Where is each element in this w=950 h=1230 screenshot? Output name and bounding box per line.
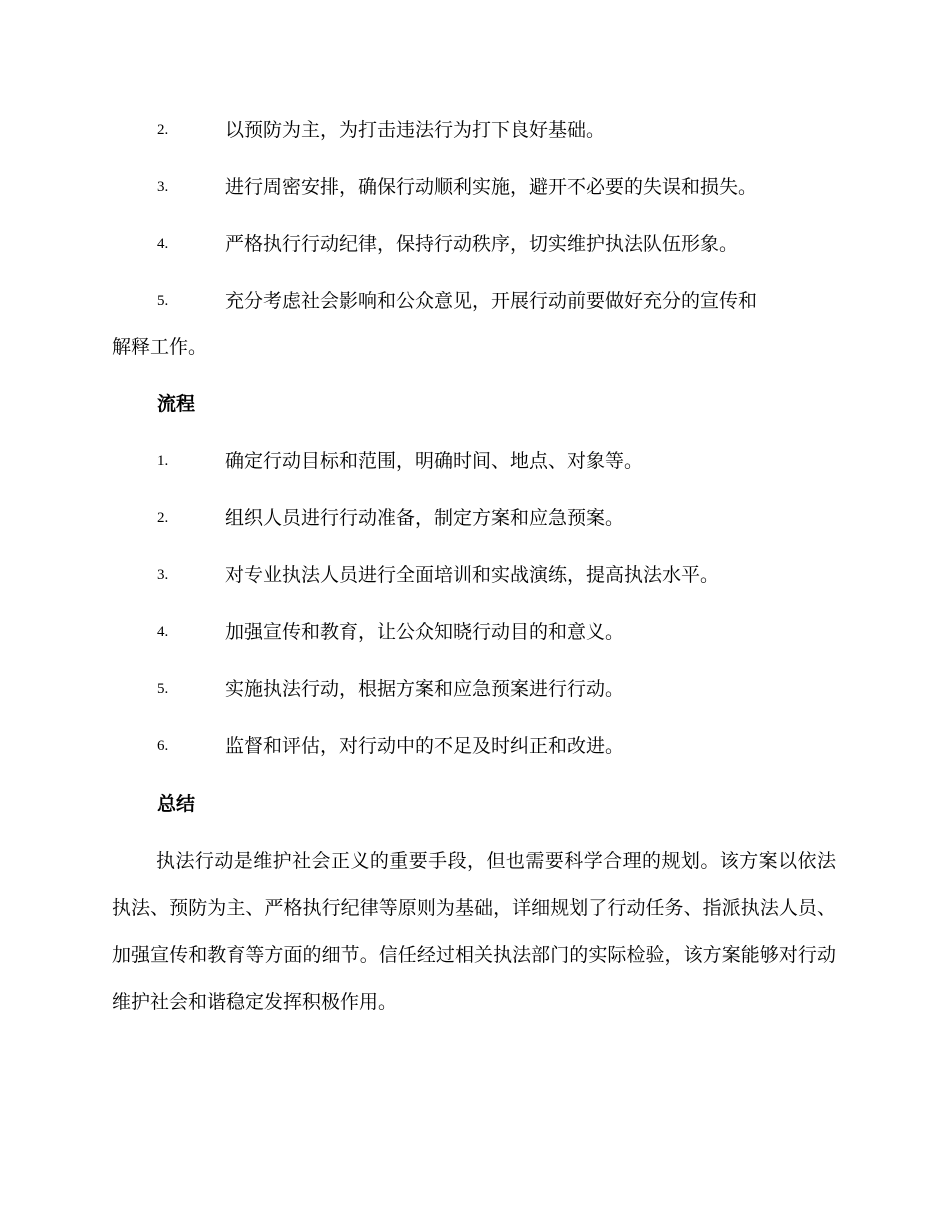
list-text: 确定行动目标和范围，明确时间、地点、对象等。 — [225, 450, 644, 472]
list-text: 以预防为主，为打击违法行为打下良好基础。 — [225, 119, 606, 141]
process-item — [0, 552, 950, 598]
list-number: 6. — [157, 738, 169, 754]
list-number: 5. — [157, 293, 169, 309]
list-text: 实施执法行动，根据方案和应急预案进行行动。 — [225, 678, 625, 700]
summary-paragraph: 执法行动是维护社会正义的重要手段，但也需要科学合理的规划。该方案以依法执法、预防为主、严格执行纪律等原则为基础，详细规划了行动任务、指派执法人员、加强宣传和教育等方面的细节。信任经过相关执法部门的实际检验，该方案能够对行动维护社会和谐稳定发挥积极作用。 — [112, 850, 836, 1013]
list-text: 对专业执法人员进行全面培训和实战演练，提高执法水平。 — [225, 564, 720, 586]
list-text: 严格执行行动纪律，保持行动秩序，切实维护执法队伍形象。 — [225, 233, 739, 255]
list-number: 1. — [157, 453, 169, 469]
list-number: 3. — [157, 179, 169, 195]
process-item — [0, 609, 950, 655]
list-text-continuation: 解释工作。 — [112, 336, 208, 358]
list-text: 组织人员进行行动准备，制定方案和应急预案。 — [225, 507, 625, 529]
list-number: 5. — [157, 681, 169, 697]
principle-item — [0, 164, 950, 210]
list-text: 充分考虑社会影响和公众意见，开展行动前要做好充分的宣传和 — [225, 290, 758, 312]
section-heading-process: 流程 — [157, 393, 196, 415]
list-number: 2. — [157, 122, 169, 138]
list-text: 加强宣传和教育，让公众知晓行动目的和意义。 — [225, 621, 625, 643]
list-text: 进行周密安排，确保行动顺利实施，避开不必要的失误和损失。 — [225, 176, 758, 198]
list-number: 4. — [157, 624, 169, 640]
process-item — [0, 723, 950, 769]
list-number: 2. — [157, 510, 169, 526]
list-number: 3. — [157, 567, 169, 583]
principle-item — [0, 107, 950, 153]
principle-item — [0, 221, 950, 267]
list-text: 监督和评估，对行动中的不足及时纠正和改进。 — [225, 735, 625, 757]
list-number: 4. — [157, 236, 169, 252]
principle-item — [0, 278, 950, 324]
process-item — [0, 666, 950, 712]
process-item — [0, 438, 950, 484]
process-item — [0, 495, 950, 541]
section-heading-summary: 总结 — [157, 793, 196, 815]
